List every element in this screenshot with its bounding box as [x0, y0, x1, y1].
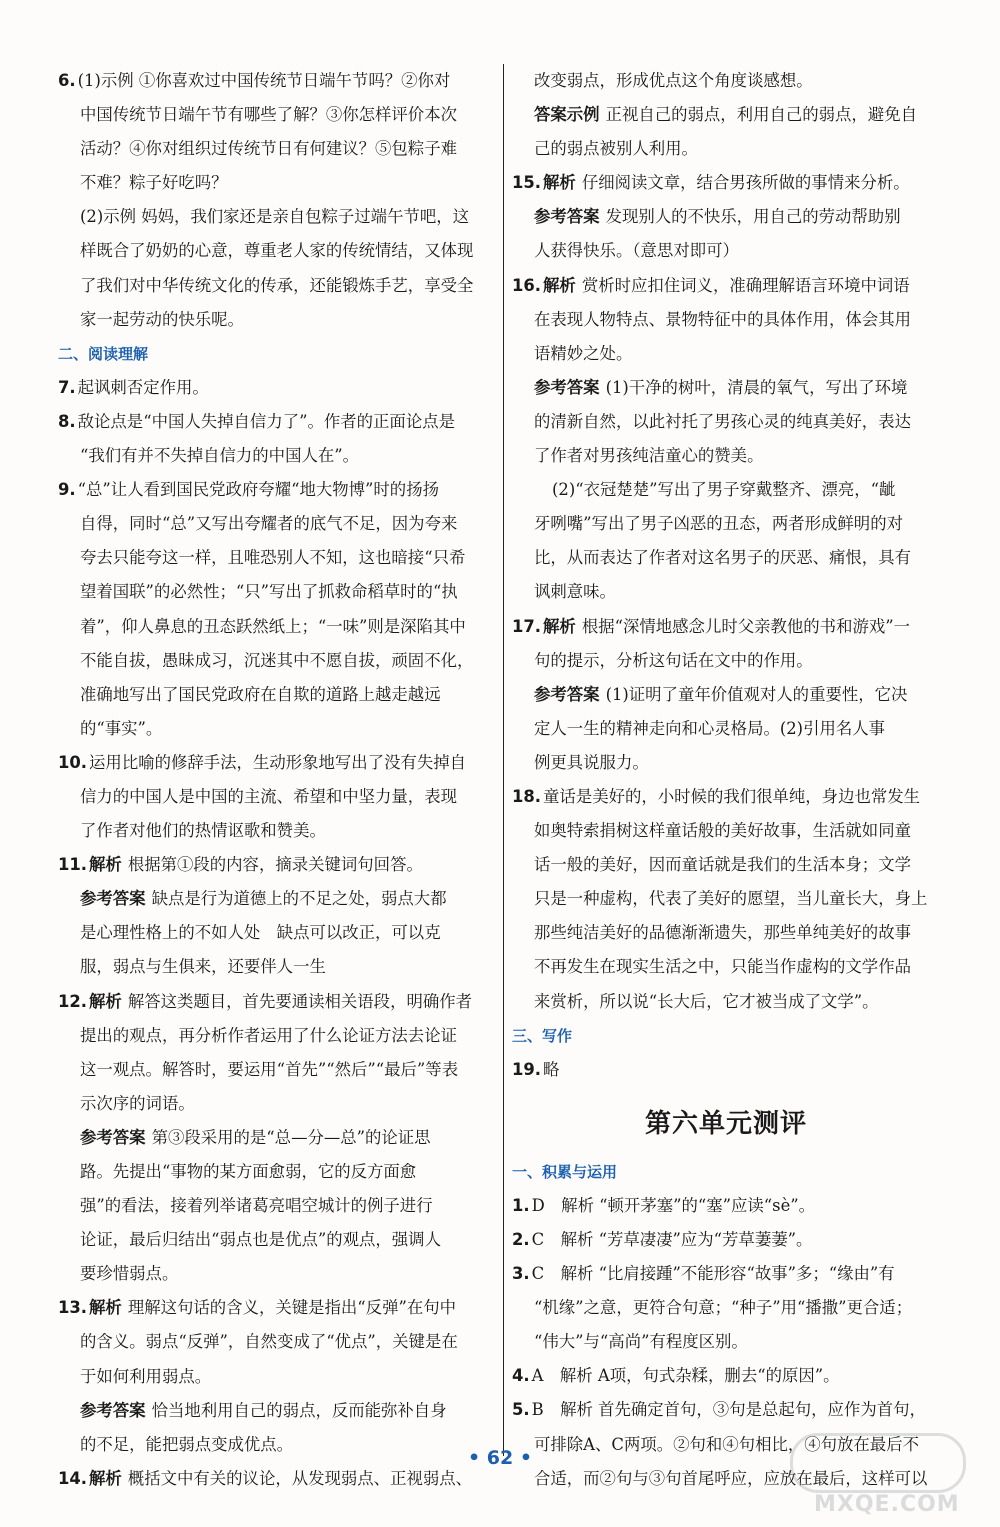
text-line	[58, 1291, 495, 1325]
line-text: 改变弱点，形成优点这个角度谈感想。	[534, 71, 813, 90]
text-line	[512, 678, 940, 712]
question-number: 4.	[512, 1366, 530, 1386]
text-line	[58, 1360, 495, 1394]
answer-label: 解析	[89, 991, 122, 1011]
line-text: (1)证明了童年价值观对人的重要性，它决	[605, 684, 908, 704]
line-text: 童话是美好的，小时候的我们很单纯，身边也常发生	[543, 786, 921, 806]
line-text: 强”的看法，接着列举诸葛亮唱空城计的例子进行	[80, 1196, 433, 1216]
text-line	[512, 98, 940, 132]
text-line	[512, 985, 940, 1019]
line-text: 提出的观点，再分析作者运用了什么论证方法去论证	[80, 1025, 457, 1045]
text-line	[58, 541, 495, 575]
line-text: (1)干净的树叶，清晨的氧气，写出了环境	[605, 377, 908, 397]
line-text: 是心理性格上的不如人处 缺点可以改正，可以克	[80, 923, 441, 943]
text-line	[512, 473, 940, 507]
text-line	[58, 166, 495, 200]
question-number: 16.	[512, 275, 542, 295]
text-line	[512, 1325, 940, 1359]
text-line	[512, 575, 940, 609]
line-text: 例更具说服力。	[534, 752, 649, 772]
question-number: 15.	[512, 173, 542, 193]
watermark-logo	[790, 1433, 990, 1521]
line-text: 概括文中有关的议论，从发现弱点、正视弱点、	[127, 1468, 473, 1488]
line-text: (1)示例 ①你喜欢过中国传统节日端午节吗？②你对	[77, 71, 451, 90]
text-line	[58, 64, 495, 98]
line-text: 那些纯洁美好的品德渐渐遗失，那些单纯美好的故事	[534, 923, 911, 943]
text-line	[512, 1291, 940, 1325]
line-text: 如奥特索捐树这样童话般的美好故事，生活就如同童	[534, 821, 911, 841]
line-text: 句的提示，分析这句话在文中的作用。	[534, 650, 813, 670]
watermark-text: MXQE.COM	[814, 1492, 960, 1517]
text-line	[512, 1257, 940, 1291]
line-text: 不再发生在现实生活之中，只能当作虚构的文学作品	[534, 957, 911, 977]
line-text: 不能自拔，愚昧成习，沉迷其中不愿自拔，顽固不化，	[80, 650, 474, 670]
text-line	[58, 132, 495, 166]
text-line	[58, 1053, 495, 1087]
question-number: 3.	[512, 1264, 530, 1284]
text-line	[58, 916, 495, 950]
line-text: 了作者对他们的热情讴歌和赞美。	[80, 821, 326, 841]
text-line	[58, 1087, 495, 1121]
line-text: 望着国联”的必然性；“只”写出了抓救命稻草时的“执	[80, 582, 458, 602]
question-number: 2.	[512, 1230, 530, 1249]
line-text: 语精妙之处。	[534, 343, 633, 363]
answer-label: 参考答案	[80, 1127, 146, 1147]
text-line	[58, 269, 495, 303]
question-number: 13.	[58, 1298, 88, 1318]
text-line	[58, 1394, 495, 1428]
right-column	[512, 64, 940, 1496]
text-line	[512, 200, 940, 234]
line-text: 家一起劳动的快乐呢。	[80, 309, 244, 329]
text-line	[512, 1359, 940, 1393]
line-text: 准确地写出了国民党政府在自欺的道路上越走越远	[80, 684, 441, 704]
line-text: 敌论点是“中国人失掉自信力了”。作者的正面论点是	[77, 411, 455, 431]
question-number: 14.	[58, 1468, 88, 1488]
text-line	[512, 882, 940, 916]
line-text: 要珍惜弱点。	[80, 1264, 179, 1284]
line-text: 人获得快乐。（意思对即可）	[534, 241, 739, 261]
left-column	[58, 64, 495, 1496]
text-line	[512, 780, 940, 814]
text-line	[58, 1121, 495, 1155]
text-line	[58, 882, 495, 916]
text-line	[58, 234, 495, 268]
answer-label: 参考答案	[80, 1400, 146, 1420]
text-line	[512, 644, 940, 678]
text-line	[512, 166, 940, 200]
line-text: 只是一种虚构，代表了美好的愿望，当儿童长大，身上	[534, 889, 928, 909]
answer-label: 解析	[543, 275, 576, 295]
answer-label: 解析	[89, 855, 122, 875]
line-text: 的不足，能把弱点变成优点。	[80, 1434, 294, 1454]
line-text: (2)“衣冠楚楚”写出了男子穿戴整齐、漂亮，“龇	[552, 480, 896, 500]
text-line	[58, 814, 495, 848]
text-line	[58, 405, 495, 439]
text-line	[512, 746, 940, 780]
unit-title: 第六单元测评	[644, 1108, 807, 1139]
line-text: 的“事实”。	[80, 718, 163, 738]
line-text: 己的弱点被别人利用。	[534, 139, 698, 159]
page-number: • 62 •	[468, 1447, 532, 1469]
line-text: 自得，同时“总”又写出夸耀者的底气不足，因为夸来	[80, 514, 458, 534]
text-line	[512, 439, 940, 473]
watermark-ring	[790, 1433, 966, 1493]
text-line	[58, 644, 495, 678]
text-line	[58, 746, 495, 780]
text-line	[512, 303, 940, 337]
text-line	[512, 1189, 940, 1223]
column-divider	[503, 64, 504, 1456]
question-number: 10.	[58, 752, 88, 772]
answer-label: 参考答案	[534, 207, 600, 227]
text-line	[512, 814, 940, 848]
line-text: 路。先提出“事物的某方面愈弱，它的反方面愈	[80, 1162, 417, 1181]
text-line	[58, 1019, 495, 1053]
line-text: 这一观点。解答时，要运用“首先”“然后”“最后”等表	[80, 1059, 459, 1079]
answer-label: 参考答案	[534, 684, 600, 704]
line-text: 赏析时应扣住词义，准确理解语言环境中词语	[581, 275, 910, 295]
text-line	[58, 848, 495, 882]
line-text: 的清新自然，以此衬托了男孩心灵的纯真美好，表达	[534, 411, 911, 431]
answer-label: 参考答案	[80, 889, 146, 909]
line-text: 服，弱点与生俱来，还要伴人一生	[80, 957, 326, 977]
text-line	[512, 712, 940, 746]
section-heading: 一、积累与运用	[512, 1162, 618, 1181]
text-line	[58, 303, 495, 337]
text-line	[58, 950, 495, 984]
line-text: 在表现人物特点、景物特征中的具体作用，体会其用	[534, 309, 911, 329]
text-line	[58, 200, 495, 234]
question-number: 12.	[58, 991, 88, 1011]
answer-label: 解析	[89, 1468, 122, 1488]
line-text: 信力的中国人是中国的主流、希望和中坚力量，表现	[80, 786, 457, 806]
line-text: 示次序的词语。	[80, 1093, 195, 1113]
line-text: 了作者对男孩纯洁童心的赞美。	[534, 446, 764, 466]
text-line	[58, 575, 495, 609]
text-line	[512, 234, 940, 268]
line-text: 夸去只能夸这一样，且唯恐别人不知，这也暗接“只希	[80, 548, 466, 568]
line-text: 缺点是行为道德上的不足之处，弱点大都	[151, 889, 447, 909]
line-text: 合适，而②句与③句首尾呼应，应放在最后，这样可以	[534, 1468, 928, 1488]
text-line	[58, 371, 495, 405]
question-number: 7.	[58, 377, 76, 397]
text-line	[58, 1189, 495, 1223]
line-text: 牙咧嘴”写出了男子凶恶的丑态，两者形成鲜明的对	[534, 514, 903, 534]
text-line	[58, 985, 495, 1019]
answer-label: 解析	[89, 1298, 122, 1318]
line-text: 活动？④你对组织过传统节日有何建议？⑤包粽子难	[80, 139, 457, 159]
line-text: 解答这类题目，首先要通读相关语段，明确作者	[127, 991, 473, 1011]
line-text: 话一般的美好，因而童话就是我们的生活本身；文学	[534, 855, 911, 875]
line-text: 着”，仰人鼻息的丑态跃然纸上；“一味”则是深陷其中	[80, 616, 466, 636]
text-line	[512, 916, 940, 950]
line-text: B 解析 首先确定首句，③句是总起句，应作为首句，	[531, 1400, 926, 1420]
text-line	[512, 371, 940, 405]
line-text: 于如何利用弱点。	[80, 1366, 212, 1386]
line-text: 来赏析，所以说“长大后，它才被当成了文学”。	[534, 991, 879, 1011]
text-line	[512, 1393, 940, 1427]
text-line	[58, 610, 495, 644]
question-number: 5.	[512, 1400, 530, 1420]
line-text: 中国传统节日端午节有哪些了解？③你怎样评价本次	[80, 105, 457, 125]
line-text: 论证，最后归结出“弱点也是优点”的观点，强调人	[80, 1230, 441, 1250]
text-line	[512, 507, 940, 541]
question-number: 1.	[512, 1195, 530, 1215]
line-text: 的含义。弱点“反弹”，自然变成了“优点”，关键是在	[80, 1332, 458, 1352]
text-line	[512, 132, 940, 166]
text-line	[512, 405, 940, 439]
text-line	[58, 780, 495, 814]
line-text: (2)示例 妈妈，我们家还是亲自包粽子过端午节吧，这	[80, 207, 470, 227]
line-text: 定人一生的精神走向和心灵格局。(2)引用名人事	[534, 718, 886, 738]
answer-label: 答案示例	[534, 105, 600, 125]
line-text: C 解析 “比肩接踵”不能形容“故事”多；“缘由”有	[531, 1264, 895, 1284]
answer-label: 解析	[543, 173, 576, 193]
text-line	[512, 337, 940, 371]
line-text: 根据第①段的内容，摘录关键词句回答。	[127, 855, 423, 875]
line-text: 比，从而表达了作者对这名男子的厌恶、痛恨，具有	[534, 548, 911, 568]
line-text: 根据“深情地感念儿时父亲教他的书和游戏”一	[581, 616, 911, 636]
question-number: 18.	[512, 786, 542, 806]
text-line	[512, 1053, 940, 1087]
text-line	[58, 1257, 495, 1291]
section-heading: 二、阅读理解	[58, 344, 149, 363]
line-text: 正视自己的弱点，利用自己的弱点，避免自	[605, 105, 917, 125]
line-text: 第③段采用的是“总—分—总”的论证思	[151, 1127, 431, 1147]
section-heading: 三、写作	[512, 1026, 573, 1045]
text-line	[58, 1223, 495, 1257]
line-text: “机缘”之意，更符合句意；“种子”用“播撒”更合适；	[534, 1298, 913, 1318]
text-line	[512, 1223, 940, 1257]
line-text: 可排除A、C两项。②句和④句相比，④句放在最后不	[534, 1434, 919, 1454]
text-line	[58, 712, 495, 746]
line-text: 略	[543, 1059, 560, 1079]
text-line	[58, 1325, 495, 1359]
line-text: 样既合了奶奶的心意，尊重老人家的传统情结，又体现	[80, 241, 474, 261]
line-text: 发现别人的不快乐，用自己的劳动帮助别	[605, 207, 901, 227]
question-number: 9.	[58, 480, 76, 500]
line-text: 恰当地利用自己的弱点，反而能弥补自身	[151, 1400, 447, 1420]
line-text: D 解析 “顿开茅塞”的“塞”应读“sè”。	[531, 1195, 816, 1215]
question-number: 17.	[512, 616, 542, 636]
answer-label: 解析	[543, 616, 576, 636]
line-text: 理解这句话的含义，关键是指出“反弹”在句中	[127, 1298, 457, 1318]
text-line	[58, 507, 495, 541]
line-text: C 解析 “芳草凄凄”应为“芳草萋萋”。	[531, 1230, 813, 1249]
line-text: 讽刺意味。	[534, 582, 616, 602]
line-text: “总”让人看到国民党政府夸耀“地大物博”时的扬扬	[77, 480, 439, 500]
question-number: 8.	[58, 411, 76, 431]
line-text: A 解析 A项，句式杂糅，删去“的原因”。	[531, 1366, 840, 1386]
text-line	[512, 541, 940, 575]
text-line	[512, 64, 940, 98]
text-line	[58, 473, 495, 507]
text-line	[58, 439, 495, 473]
line-text: “我们有并不失掉自信力的中国人在”。	[80, 446, 360, 466]
text-line	[512, 610, 940, 644]
answer-label: 参考答案	[534, 377, 600, 397]
text-line	[58, 1155, 495, 1189]
line-text: “伟大”与“高尚”有程度区别。	[534, 1332, 748, 1352]
line-text: 运用比喻的修辞手法，生动形象地写出了没有失掉自	[89, 752, 467, 772]
text-line	[58, 98, 495, 132]
line-text: 仔细阅读文章，结合男孩所做的事情来分析。	[581, 173, 910, 193]
text-line	[58, 678, 495, 712]
question-number: 11.	[58, 855, 88, 875]
question-number: 19.	[512, 1059, 542, 1079]
line-text: 不难？粽子好吃吗？	[80, 173, 228, 193]
line-text: 了我们对中华传统文化的传承，还能锻炼手艺，享受全	[80, 275, 474, 295]
text-line	[512, 950, 940, 984]
text-line	[512, 269, 940, 303]
question-number: 6.	[58, 71, 76, 90]
text-line	[512, 848, 940, 882]
line-text: 起讽刺否定作用。	[77, 377, 209, 397]
